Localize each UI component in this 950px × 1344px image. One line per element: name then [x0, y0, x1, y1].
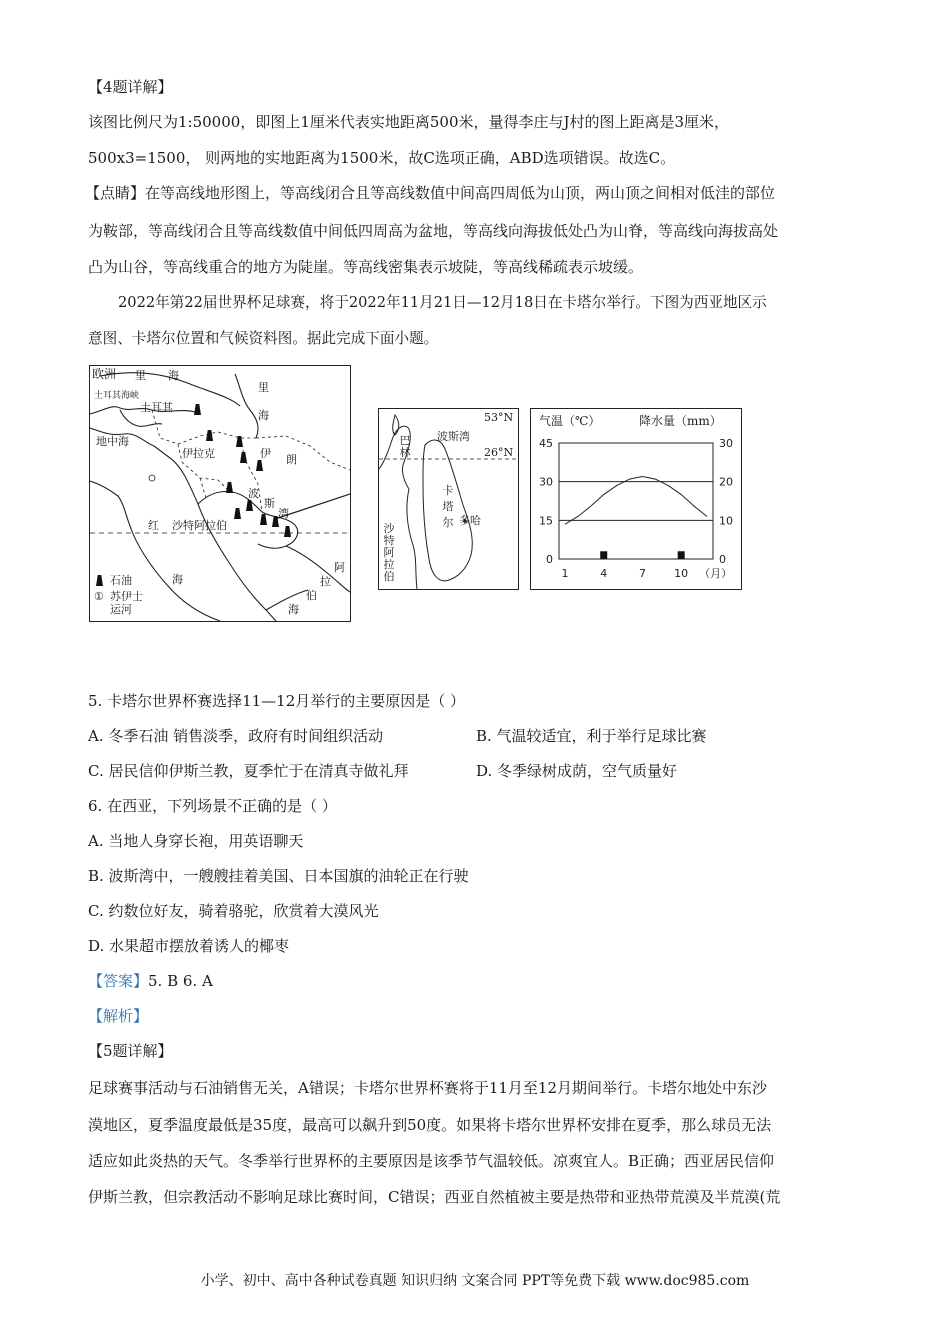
map-label-iran-1: 伊	[260, 447, 271, 460]
qatar-label-saudi: 沙特阿拉伯	[383, 522, 395, 583]
y-right-tick: 30	[719, 437, 733, 450]
map-label-sea-r2: 海	[258, 409, 269, 422]
map-label-bosporus: 土耳其海峡	[94, 391, 140, 401]
map-label-sea-r1: 里	[258, 381, 269, 394]
map-label-persian-2: 斯	[264, 497, 275, 510]
answer-text: 5. B 6. A	[148, 972, 213, 990]
tip-line-2: 为鞍部，等高线闭合且等高线数值中间低四周高为盆地，等高线向海拔低处凸为山脊，等高线向海拔高处	[88, 222, 779, 240]
analysis-label: 【解析】	[88, 1007, 149, 1025]
q6-stem: 6. 在西亚，下列场景不正确的是（ ）	[88, 797, 337, 815]
x-tick: 4	[600, 567, 608, 580]
chart-plot	[531, 409, 741, 589]
qatar-map	[378, 408, 519, 590]
answer-label: 【答案】	[88, 972, 149, 990]
map-label-arabian-2: 拉	[320, 575, 331, 588]
climate-chart	[530, 408, 742, 590]
map-label-saudi: 沙特阿拉伯	[172, 519, 227, 532]
legend-suez-label-2: 运河	[110, 603, 132, 616]
section4-text-2: 500x3=1500， 则两地的实地距离为1500米，故C选项正确，ABD选项错误。故选C。	[88, 149, 676, 167]
analysis-p2: 漠地区，夏季温度最低是35度，最高可以飙升到50度。如果将卡塔尔世界杯安排在夏季，那么球员无法	[88, 1116, 772, 1134]
precipitation-bar	[600, 551, 607, 559]
map-label-turkey: 土耳其	[140, 401, 173, 414]
q5-option-d: D. 冬季绿树成荫，空气质量好	[476, 762, 678, 780]
west-asia-map	[89, 365, 351, 622]
qatar-lat-mid: 26°N	[484, 446, 514, 459]
y-right-tick: 20	[719, 475, 733, 489]
q6-option-c: C. 约数位好友，骑着骆驼，欣赏着大漠风光	[88, 902, 379, 920]
qatar-label-qatar: 卡塔尔	[442, 484, 454, 529]
map-label-arabian-1: 阿	[334, 561, 345, 574]
y-right-tick: 0	[719, 553, 726, 566]
analysis-p1: 足球赛事活动与石油销售无关，A错误；卡塔尔世界杯赛将于11月至12月期间举行。卡塔尔地处中东沙	[88, 1079, 768, 1097]
page-footer: 小学、初中、高中各种试卷真题 知识归纳 文案合同 PPT等免费下载 www.doc985.com	[200, 1273, 750, 1289]
map-label-red-sea: 海	[172, 573, 183, 586]
map-label-caspian-2: 海	[168, 369, 179, 382]
answer-line	[88, 971, 213, 991]
qatar-label-bahrain: 巴林	[399, 434, 411, 459]
plot-frame	[559, 443, 713, 559]
map-label-iran-2: 朗	[286, 453, 297, 466]
analysis-p3: 适应如此炎热的天气。冬季举行世界杯的主要原因是该季节气温较低。凉爽宜人。B正确；西亚居民信仰	[88, 1152, 775, 1170]
q6-option-a: A. 当地人身穿长袍，用英语聊天	[88, 832, 304, 850]
map-label-mediterranean: 地中海	[96, 435, 129, 448]
legend-suez-label-1: 苏伊士	[110, 590, 143, 603]
map-label-persian-1: 波	[248, 487, 259, 500]
q6-option-d: D. 水果超市摆放着诱人的椰枣	[88, 937, 290, 955]
precipitation-bar	[678, 551, 685, 559]
qatar-lat-top: 53°N	[484, 411, 514, 424]
legend-oil-label: 石油	[110, 574, 132, 587]
y-left-tick: 45	[539, 437, 553, 450]
map-label-persian-3: 湾	[278, 507, 289, 520]
tip-line-1: 【点睛】在等高线地形图上，等高线闭合且等高线数值中间高四周低为山顶，两山顶之间相对低洼的部位	[85, 184, 776, 202]
intro-line-2: 意图、卡塔尔位置和气候资料图。据此完成下面小题。	[88, 330, 439, 347]
analysis-p4: 伊斯兰教，但宗教活动不影响足球比赛时间，C错误；西亚自然植被主要是热带和亚热带荒漠及半荒漠(荒	[88, 1188, 781, 1206]
y-left-tick: 30	[539, 475, 553, 489]
x-tick: 7	[638, 567, 646, 580]
q5-stem: 5. 卡塔尔世界杯赛选择11—12月举行的主要原因是（ ）	[88, 692, 466, 710]
qatar-label-doha: 多哈	[459, 514, 481, 527]
map-label-europe: 欧洲	[92, 367, 117, 381]
map-label-iraq: 伊拉克	[182, 447, 215, 460]
x-tick: 10	[674, 567, 689, 580]
map-label-arabian-3: 伯	[306, 589, 317, 602]
section4-text-1: 该图比例尺为1:50000，即图上1厘米代表实地距离500米，量得李庄与J村的图上距离是3厘米，	[88, 113, 730, 131]
x-tick: 1	[561, 567, 569, 580]
map-label-red: 红	[148, 519, 159, 532]
x-unit: （月）	[699, 567, 733, 580]
chart-title-left: 气温（℃）	[539, 414, 601, 428]
intro-line-1: 2022年第22届世界杯足球赛，将于2022年11月21日—12月18日在卡塔尔举行。下图为西亚地区示	[118, 294, 767, 311]
legend-suez-mark: ①	[94, 590, 104, 603]
y-left-tick: 15	[539, 514, 553, 528]
q5-option-c: C. 居民信仰伊斯兰教，夏季忙于在清真寺做礼拜	[88, 762, 409, 780]
map-label-caspian-1: 里	[135, 369, 146, 382]
section4-heading: 【4题详解】	[88, 78, 173, 96]
tip-line-3: 凸为山谷，等高线重合的地方为陡崖。等高线密集表示坡陡，等高线稀疏表示坡缓。	[88, 258, 644, 276]
qatar-label-gulf: 波斯湾	[437, 430, 470, 443]
analysis-sub5: 【5题详解】	[88, 1042, 173, 1060]
q5-option-b: B. 气温较适宜，利于举行足球比赛	[476, 727, 707, 745]
chart-title-right: 降水量（mm）	[639, 414, 722, 428]
q6-option-b: B. 波斯湾中，一艘艘挂着美国、日本国旗的油轮正在行驶	[88, 867, 469, 885]
y-right-tick: 10	[719, 514, 733, 528]
map-label-arabian-4: 海	[288, 603, 299, 616]
temperature-line	[565, 477, 707, 525]
y-left-tick: 0	[546, 553, 553, 566]
q5-option-a: A. 冬季石油 销售淡季，政府有时间组织活动	[88, 727, 384, 745]
